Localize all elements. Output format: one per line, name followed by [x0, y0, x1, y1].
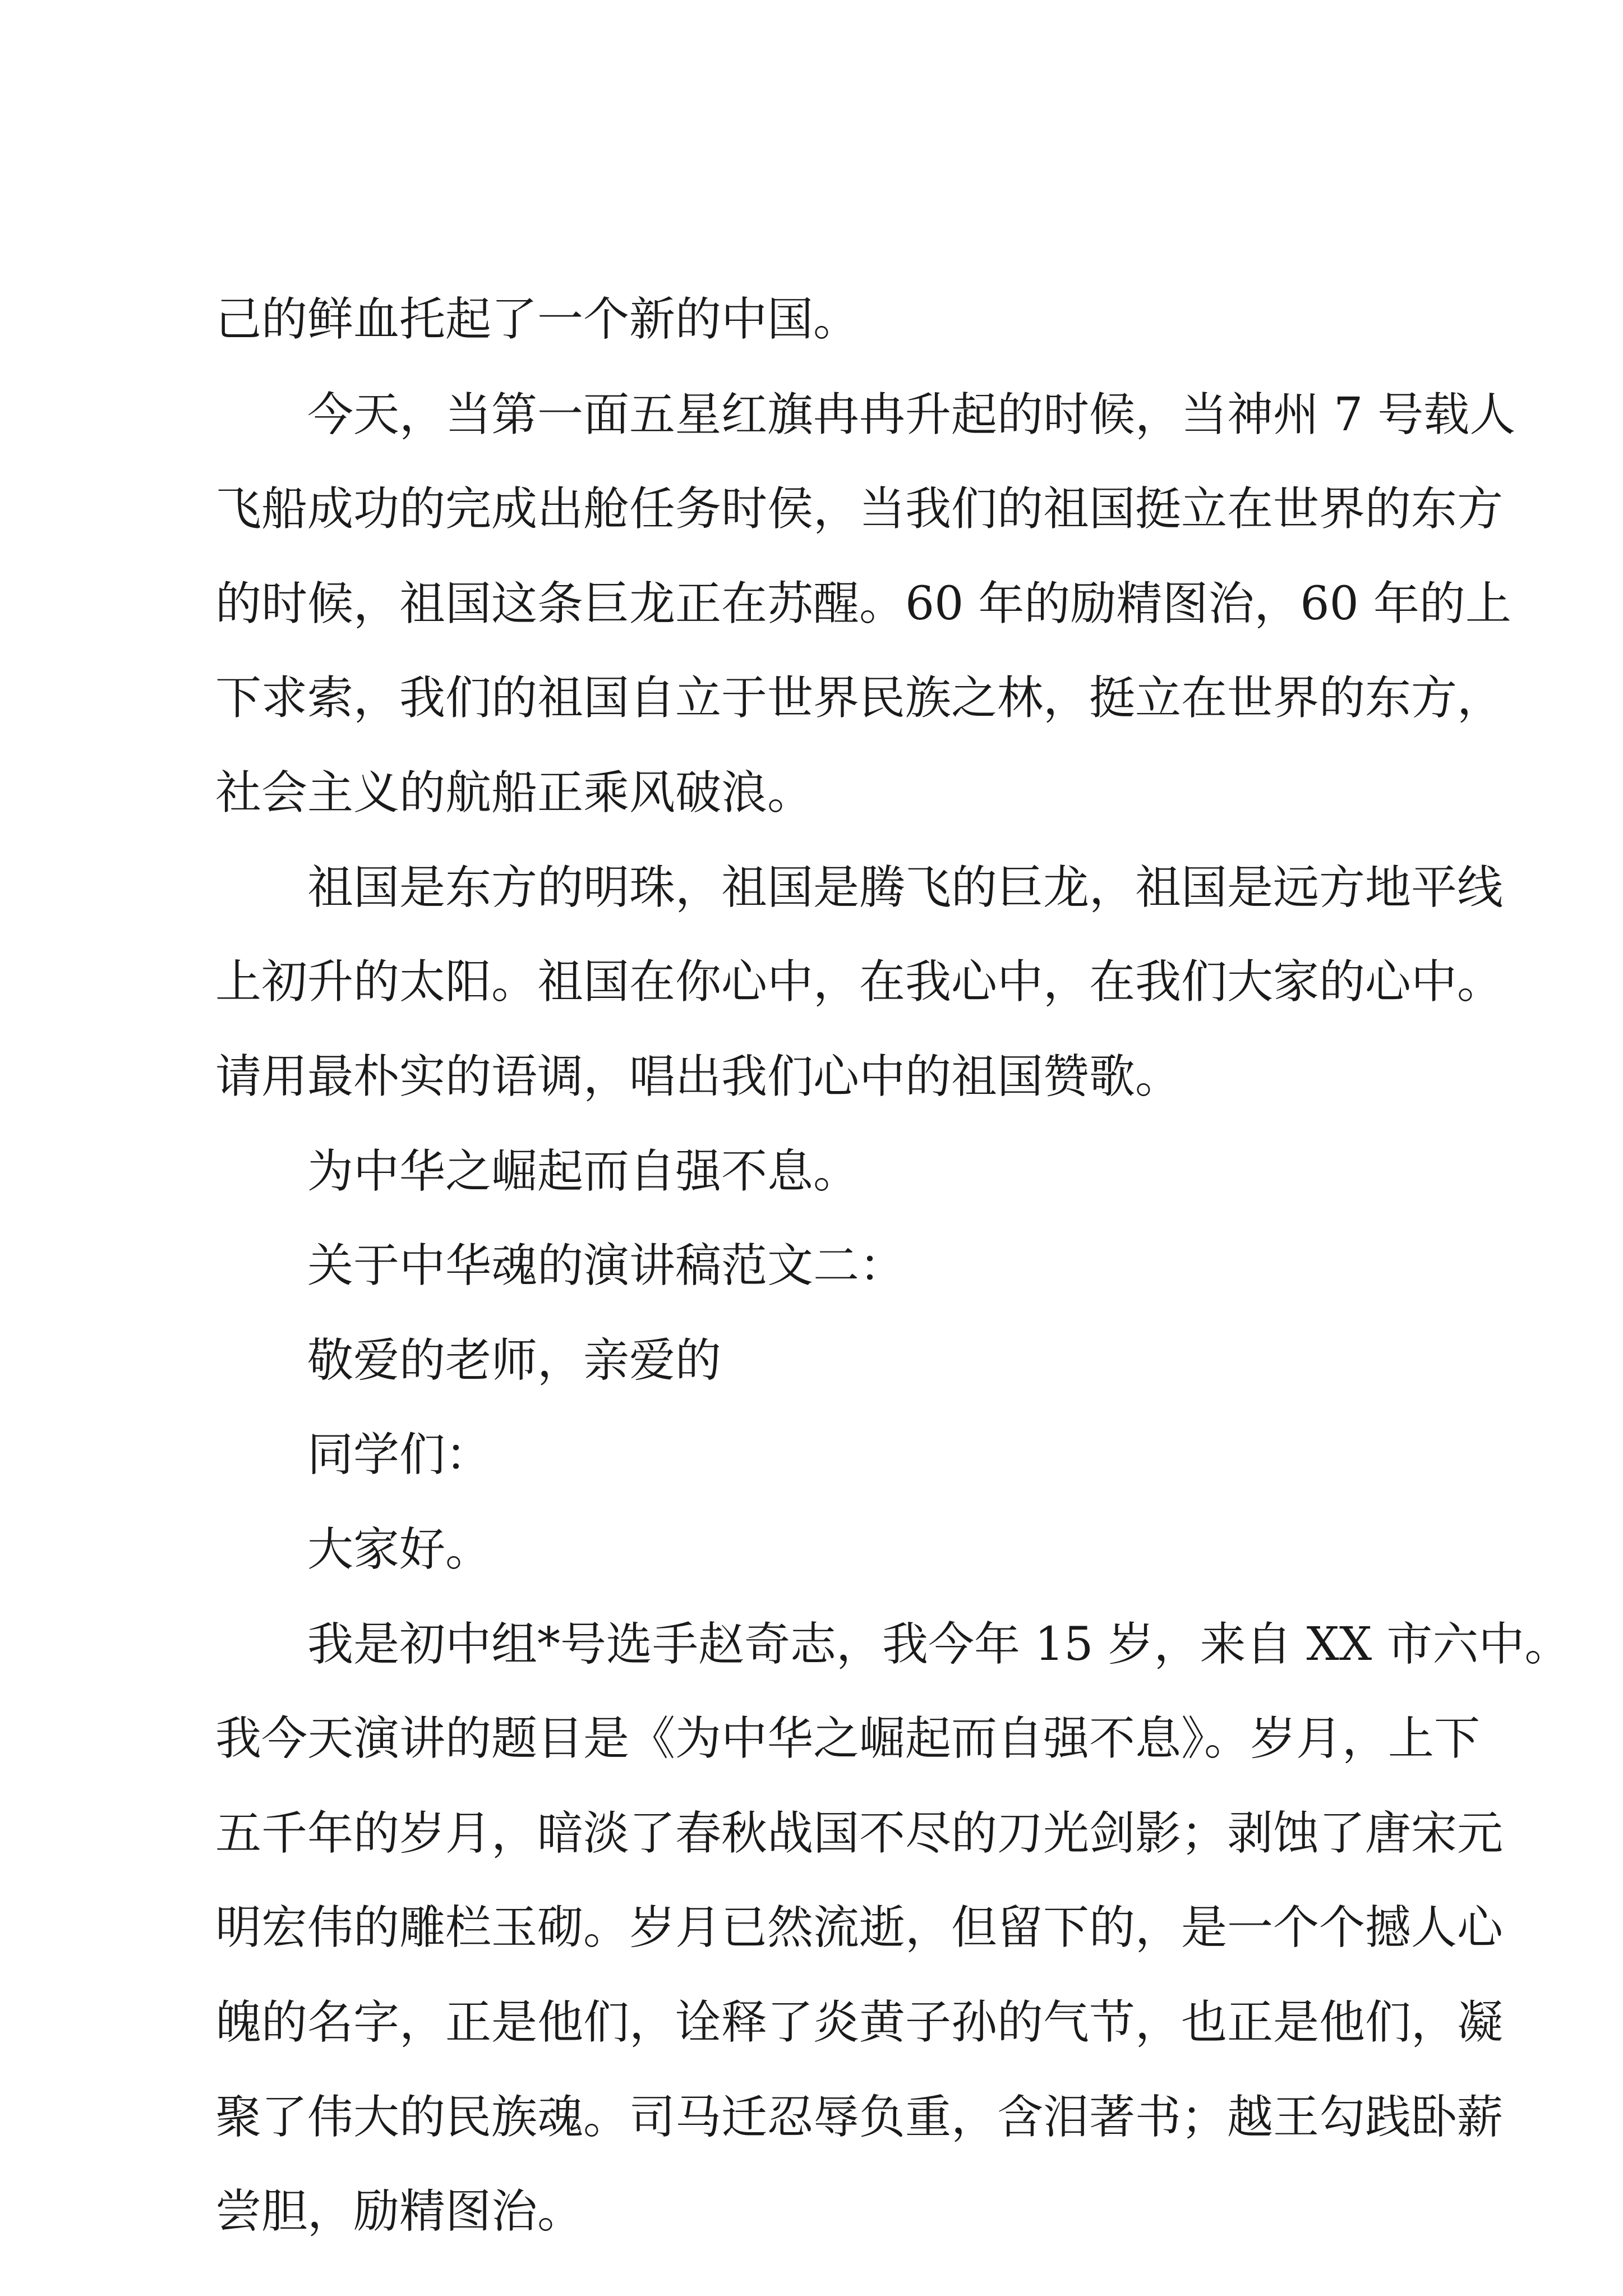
- text-line: 同学们：: [307, 1428, 492, 1481]
- text-line: 我是初中组*号选手赵奇志，我今年 15 岁，来自 XX 市六中。: [307, 1618, 1571, 1671]
- text-line: 己的鲜血托起了一个新的中国。: [215, 293, 860, 346]
- text-line: 魄的名字，正是他们，诠释了炎黄子孙的气节，也正是他们，凝: [215, 1996, 1504, 2049]
- text-line: 飞船成功的完成出舱任务时侯，当我们的祖国挺立在世界的东方: [215, 482, 1504, 536]
- text-line: 的时候，祖国这条巨龙正在苏醒。60 年的励精图治，60 年的上: [215, 577, 1511, 631]
- text-line: 社会主义的航船正乘风破浪。: [215, 766, 814, 820]
- text-line: 聚了伟大的民族魂。司马迁忍辱负重，含泪著书；越王勾践卧薪: [215, 2091, 1504, 2144]
- section-heading: 关于中华魂的演讲稿范文二：: [307, 1239, 906, 1292]
- text-line: 敬爱的老师，亲爱的: [307, 1334, 722, 1387]
- text-line: 上初升的太阳。祖国在你心中，在我心中，在我们大家的心中。: [215, 955, 1504, 1009]
- text-line: 明宏伟的雕栏玉砌。岁月已然流逝，但留下的，是一个个撼人心: [215, 1901, 1504, 1954]
- text-line: 为中华之崛起而自强不息。: [307, 1145, 860, 1198]
- text-line: 大家好。: [307, 1523, 492, 1576]
- text-line: 我今天演讲的题目是《为中华之崛起而自强不息》。岁月，上下: [215, 1712, 1481, 1765]
- text-line: 五千年的岁月，暗淡了春秋战国不尽的刀光剑影；剥蚀了唐宋元: [215, 1807, 1504, 1860]
- text-line: 请用最朴实的语调，唱出我们心中的祖国赞歌。: [215, 1050, 1182, 1103]
- text-line: 今天，当第一面五星红旗冉冉升起的时候，当神州 7 号载人: [307, 388, 1516, 441]
- text-line: 尝胆，励精图治。: [215, 2185, 584, 2238]
- text-line: 下求索，我们的祖国自立于世界民族之林，挺立在世界的东方，: [215, 671, 1504, 725]
- text-line: 祖国是东方的明珠，祖国是腾飞的巨龙，祖国是远方地平线: [307, 861, 1504, 914]
